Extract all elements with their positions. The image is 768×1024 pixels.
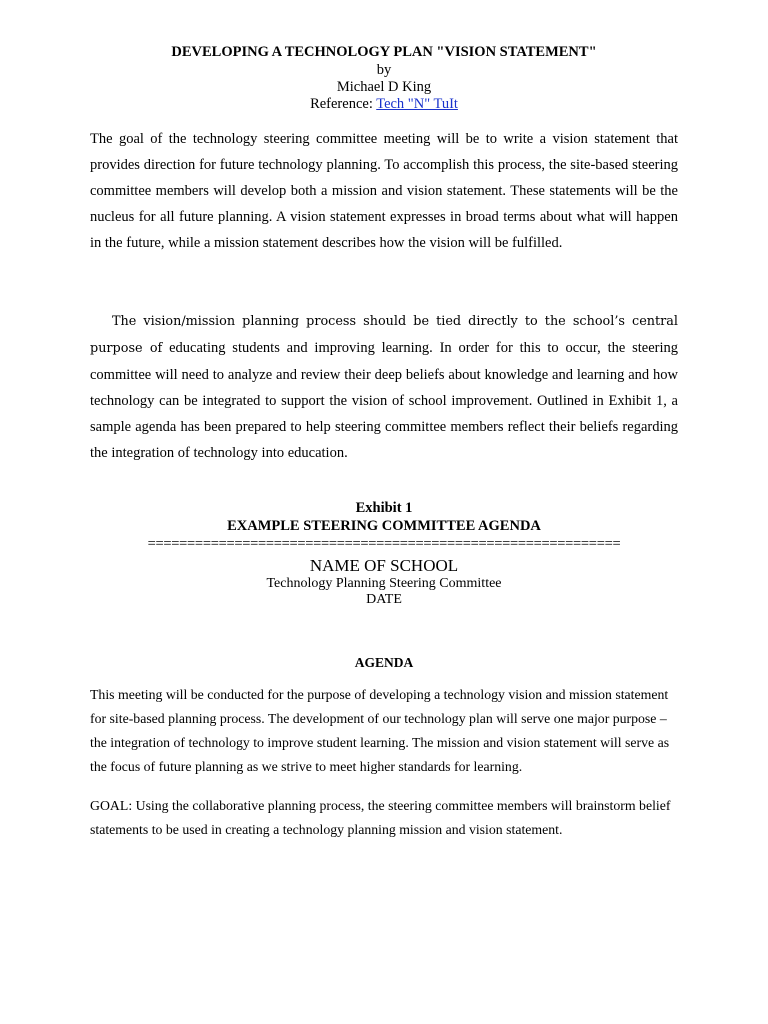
exhibit-label: Exhibit 1 [355,500,413,516]
reference-label: Reference: [310,96,377,112]
paragraph-vision-process [90,308,678,466]
separator-rule: ============================================================ [147,536,621,552]
school-name: NAME OF SCHOOL [309,556,459,575]
paragraph-goal: The goal of the technology steering committee meeting will be to write a vision statement that provides direction for future technology planning. To accomplish this process, the site-based steering committee members will develop both a mission and vision statement. These statements will be the nucleus for all future planning. A vision statement expresses in broad terms about what will happen in the future, while a mission statement describes how the vision will be fulfilled. [90,131,678,251]
author-name: Michael D King [336,79,432,95]
byline: by [376,62,392,78]
committee-name: Technology Planning Steering Committee [266,576,502,591]
document-title: DEVELOPING A TECHNOLOGY PLAN "VISION STATEMENT" [171,44,597,60]
exhibit-title: EXAMPLE STEERING COMMITTEE AGENDA [227,518,541,534]
reference-line [90,96,678,113]
agenda-paragraph: This meeting will be conducted for the purpose of developing a technology vision and mission statement for site-based planning process. The development of our technology plan will serve one major purpose – the integration of technology to improve student learning. The mission and vision statement will serve as the focus of future planning as we strive to meet higher standards for learning. [90,687,670,774]
paragraph-vision-process-rest: educating students and improving learning. In order for this to occur, the steering committee will need to analyze and review their deep beliefs about knowledge and learning and how technology can be integrated to support the vision of school improvement. Outlined in Exhibit 1, a sample agenda has been prepared to help steering committee members reflect their beliefs regarding the integration of technology into education. [90,340,678,461]
agenda-heading: AGENDA [354,655,414,670]
meeting-date: DATE [366,592,402,607]
reference-link[interactable]: Tech "N" TuIt [376,96,458,112]
goal-paragraph: GOAL: Using the collaborative planning process, the steering committee members will brainstorm belief statements to be used in creating a technology planning mission and vision statement. [90,798,671,837]
paragraph-vision-process-first-line: The vision/mission planning process should be tied directly to the school’s central purpose of [90,314,678,356]
